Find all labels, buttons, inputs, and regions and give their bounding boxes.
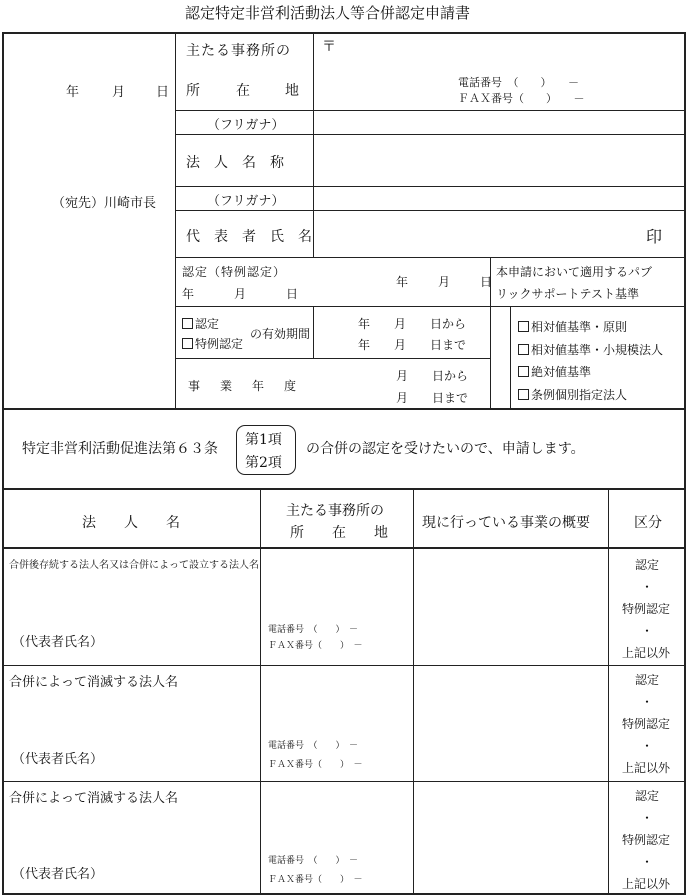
phone-field[interactable]: 電話番号 （ ） － [458,76,579,89]
statement-item-2: 第2項 [245,455,282,471]
fiscal-to: 月 日まで [396,391,469,405]
standard-option-4[interactable]: 条例個別指定法人 [518,386,627,403]
furigana-input-2[interactable] [318,188,678,208]
table-row-3-rep: （代表者氏名） [12,867,104,882]
corp-name-input[interactable] [318,138,678,182]
table-row-2-rep: （代表者氏名） [12,752,104,767]
col-header-category: 区分 [634,515,662,531]
apply-note-1: 本申請において適用するパブ [496,265,653,279]
checkbox-icon[interactable] [518,366,529,377]
cert-date-mid: 年 月 日 [396,275,495,289]
addressee: （宛先）川崎市長 [52,196,157,211]
col-header-name: 法 人 名 [82,515,180,531]
statement-prefix: 特定非営利活動促進法第６３条 [22,441,218,457]
validity-option-special[interactable]: 特例認定 [182,335,243,352]
document-title: 認定特定非営利活動法人等合併認定申請書 [185,4,471,22]
apply-note-2: リックサポートテスト基準 [496,287,640,301]
col-header-office-1: 主たる事務所の [286,503,384,519]
table-row-3-phone[interactable]: 電話番号 （ ） － [268,856,359,866]
seal-mark: 印 [646,227,663,246]
col-header-summary: 現に行っている事業の概要 [422,515,590,531]
standard-option-3[interactable]: 絶対値基準 [518,363,591,380]
standard-option-2[interactable]: 相対値基準・小規模法人 [518,341,663,358]
date-year: 年 [66,85,80,100]
statement-item-1: 第1項 [245,432,282,448]
furigana-label: （フリガナ） [207,118,285,133]
representative-input[interactable] [318,214,638,254]
standard-option-1[interactable]: 相対値基準・原則 [518,318,627,335]
fiscal-year-label: 事 業 年 度 [188,379,301,393]
table-row-3-name-label: 合併によって消滅する法人名 [9,791,179,806]
representative-label: 代 表 者 氏 名 [186,229,312,245]
furigana-input[interactable] [318,112,678,132]
furigana-label-2: （フリガナ） [207,194,285,209]
corp-name-label: 法 人 名 称 [186,155,284,171]
checkbox-icon[interactable] [182,338,193,349]
table-row-3-fax[interactable]: ＦＡＸ番号（ ） － [268,875,363,885]
table-row-1-rep: （代表者氏名） [12,635,104,650]
merger-table [2,490,686,895]
table-row-1-phone[interactable]: 電話番号 （ ） － [268,625,359,635]
table-row-1-fax[interactable]: ＦＡＸ番号（ ） － [268,641,363,651]
fax-field[interactable]: ＦＡＸ番号（ ） － [458,92,585,105]
checkbox-icon[interactable] [182,318,193,329]
table-row-2-name-label: 合併によって消滅する法人名 [9,675,179,690]
cert-date-left: 年 月 日 [182,287,300,301]
date-day: 日 [156,85,170,100]
postal-mark: 〒 [322,39,336,55]
validity-option-cert[interactable]: 認定 [182,315,219,332]
cert-label: 認定（特例認定） [182,265,287,279]
validity-from: 年 月 日から [358,317,467,331]
table-row-2-phone[interactable]: 電話番号 （ ） － [268,741,359,751]
table-row-2-fax[interactable]: ＦＡＸ番号（ ） － [268,760,363,770]
validity-label: の有効期間 [250,327,311,341]
office-label: 主たる事務所の [186,43,291,59]
checkbox-icon[interactable] [518,389,529,400]
validity-to: 年 月 日まで [358,338,467,352]
checkbox-icon[interactable] [518,321,529,332]
fiscal-from: 月 日から [396,369,469,383]
col-header-office-2: 所 在 地 [290,525,388,541]
date-month: 月 [112,85,126,100]
table-row-1-name-label: 合併後存続する法人名又は合併によって設立する法人名 [9,560,259,571]
checkbox-icon[interactable] [518,344,529,355]
statement-suffix: の合併の認定を受けたいので、申請します。 [306,441,585,457]
